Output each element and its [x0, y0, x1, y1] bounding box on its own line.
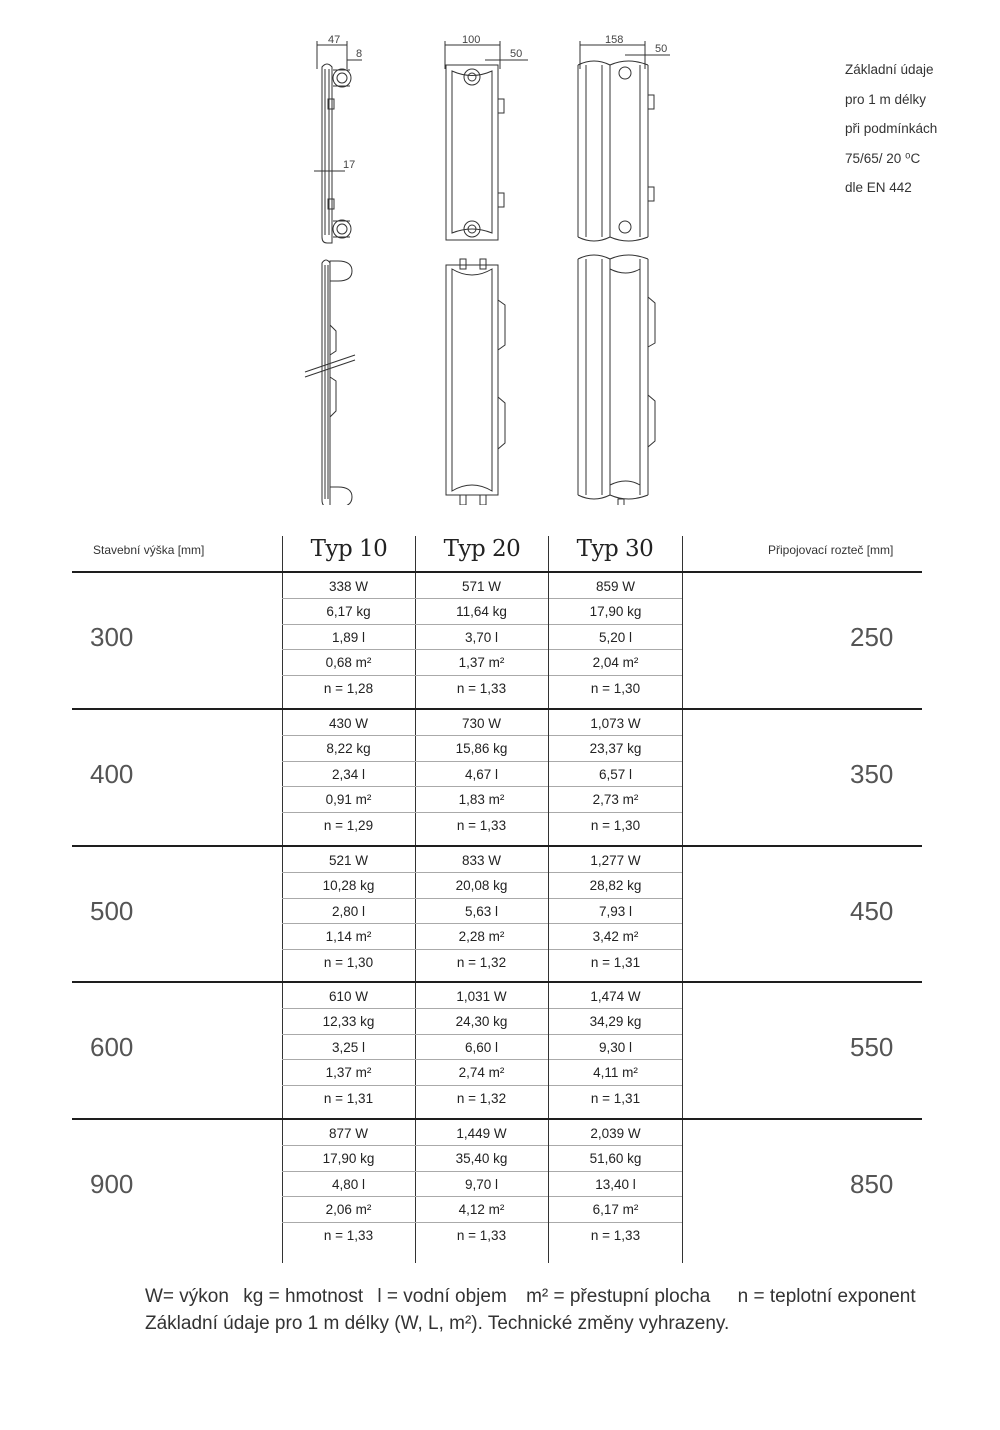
output-value: 430 W — [282, 711, 415, 736]
exponent-value: n = 1,29 — [323, 817, 374, 833]
weight-value: 12,33 kg — [282, 1009, 415, 1034]
table-row-group — [72, 574, 922, 710]
typ20-values — [415, 984, 548, 1111]
legend-w: W= výkon — [145, 1286, 229, 1307]
weight-value: 20,08 kg — [415, 873, 548, 898]
volume-value: 7,93 l — [549, 899, 682, 924]
note-line: dle EN 442 — [845, 180, 912, 195]
area-value: 2,74 m² — [415, 1060, 548, 1085]
weight-value: 28,82 kg — [549, 873, 682, 898]
weight-value: 10,28 kg — [282, 873, 415, 898]
legend-n: n = teplotní exponent — [737, 1286, 916, 1307]
typ30-values — [549, 574, 682, 701]
area-value: 4,11 m² — [549, 1060, 682, 1085]
area-value: 2,73 m² — [549, 787, 682, 812]
legend-line-2: Základní údaje pro 1 m délky (W, L, m²). Technické změny vyhrazeny. — [145, 1313, 730, 1334]
exponent-value: n = 1,33 — [590, 1227, 641, 1243]
note-line: 75/65/ 20 ⁰C — [845, 150, 921, 166]
legend-m2: m² = přestupní plocha — [526, 1286, 711, 1307]
typ20-values — [415, 711, 548, 838]
typ20-values — [415, 1121, 548, 1248]
basic-data-note — [845, 55, 937, 203]
volume-value: 9,70 l — [415, 1172, 548, 1197]
volume-value: 2,34 l — [282, 762, 415, 787]
typ20-side-view — [446, 259, 505, 505]
legend-l: l = vodní objem — [377, 1286, 507, 1307]
area-value: 1,37 m² — [415, 650, 548, 675]
typ30-values — [549, 711, 682, 838]
area-value: 4,12 m² — [415, 1197, 548, 1222]
output-value: 338 W — [282, 574, 415, 599]
output-value: 1,073 W — [549, 711, 682, 736]
typ10-values — [282, 711, 415, 838]
table-row-group — [72, 848, 922, 984]
dim-17: 17 — [343, 159, 356, 171]
typ30-values — [549, 1121, 682, 1248]
exponent-value: n = 1,31 — [323, 1090, 374, 1106]
exponent-value: n = 1,32 — [456, 1090, 507, 1106]
note-line: pro 1 m délky — [845, 91, 927, 107]
area-value: 2,28 m² — [415, 924, 548, 949]
output-value: 610 W — [282, 984, 415, 1009]
output-value: 1,449 W — [415, 1121, 548, 1146]
typ10-top-view — [314, 34, 362, 243]
weight-value: 17,90 kg — [549, 599, 682, 624]
typ30-side-view — [578, 255, 655, 505]
area-value: 0,68 m² — [282, 650, 415, 675]
table-row-group — [72, 1121, 922, 1257]
weight-value: 51,60 kg — [549, 1146, 682, 1171]
exponent-value: n = 1,30 — [323, 954, 374, 970]
typ10-values — [282, 984, 415, 1111]
dim-8: 8 — [356, 48, 363, 60]
typ10-side-view — [305, 260, 355, 505]
table-row-group — [72, 711, 922, 847]
building-height: 400 — [90, 759, 134, 789]
dim-50a: 50 — [510, 48, 523, 60]
output-value: 1,474 W — [549, 984, 682, 1009]
weight-value: 17,90 kg — [282, 1146, 415, 1171]
table-row-group — [72, 984, 922, 1120]
typ20-values — [415, 574, 548, 701]
connection-spacing: 850 — [850, 1169, 894, 1199]
output-value: 2,039 W — [549, 1121, 682, 1146]
type-header-10: Typ 10 — [310, 536, 388, 562]
volume-value: 4,67 l — [415, 762, 548, 787]
building-height: 300 — [90, 622, 134, 652]
volume-value: 2,80 l — [282, 899, 415, 924]
note-line: při podmínkách — [845, 121, 938, 136]
note-line: Základní údaje — [845, 62, 934, 77]
building-height: 600 — [90, 1032, 134, 1062]
legend-line-1 — [145, 1286, 916, 1308]
exponent-value: n = 1,33 — [456, 1227, 507, 1243]
area-value: 1,37 m² — [282, 1060, 415, 1085]
volume-value: 6,57 l — [549, 762, 682, 787]
area-value: 2,04 m² — [549, 650, 682, 675]
volume-value: 5,20 l — [549, 625, 682, 650]
typ30-values — [549, 848, 682, 975]
volume-value: 3,70 l — [415, 625, 548, 650]
weight-value: 6,17 kg — [282, 599, 415, 624]
radiator-drawings — [300, 25, 680, 505]
dim-158: 158 — [605, 34, 624, 46]
exponent-value: n = 1,32 — [456, 954, 507, 970]
exponent-value: n = 1,33 — [456, 680, 507, 696]
typ10-values — [282, 1121, 415, 1248]
weight-value: 35,40 kg — [415, 1146, 548, 1171]
output-value: 833 W — [415, 848, 548, 873]
exponent-value: n = 1,33 — [456, 817, 507, 833]
exponent-value: n = 1,31 — [590, 1090, 641, 1106]
weight-value: 8,22 kg — [282, 736, 415, 761]
typ30-values — [549, 984, 682, 1111]
output-value: 521 W — [282, 848, 415, 873]
legend-kg: kg = hmotnost — [243, 1286, 364, 1307]
typ20-top-view — [445, 34, 528, 240]
weight-value: 11,64 kg — [415, 599, 548, 624]
connection-spacing: 450 — [850, 896, 894, 926]
area-value: 6,17 m² — [549, 1197, 682, 1222]
volume-value: 5,63 l — [415, 899, 548, 924]
dim-50b: 50 — [655, 43, 668, 55]
output-value: 1,031 W — [415, 984, 548, 1009]
output-value: 859 W — [549, 574, 682, 599]
exponent-value: n = 1,28 — [323, 680, 374, 696]
spacing-column-header: Připojovací rozteč [mm] — [768, 543, 894, 557]
output-value: 877 W — [282, 1121, 415, 1146]
connection-spacing: 550 — [850, 1032, 894, 1062]
building-height: 500 — [90, 896, 134, 926]
connection-spacing: 350 — [850, 759, 894, 789]
building-height: 900 — [90, 1169, 134, 1199]
exponent-value: n = 1,30 — [590, 817, 641, 833]
weight-value: 24,30 kg — [415, 1009, 548, 1034]
type-header-20: Typ 20 — [443, 536, 521, 562]
exponent-value: n = 1,33 — [323, 1227, 374, 1243]
dim-100: 100 — [462, 34, 481, 46]
typ30-top-view — [578, 34, 670, 241]
row-divider — [72, 571, 922, 573]
volume-value: 9,30 l — [549, 1035, 682, 1060]
volume-value: 3,25 l — [282, 1035, 415, 1060]
type-header-30: Typ 30 — [576, 536, 654, 562]
exponent-value: n = 1,31 — [590, 954, 641, 970]
area-value: 1,14 m² — [282, 924, 415, 949]
weight-value: 34,29 kg — [549, 1009, 682, 1034]
connection-spacing: 250 — [850, 622, 894, 652]
output-value: 1,277 W — [549, 848, 682, 873]
weight-value: 23,37 kg — [549, 736, 682, 761]
volume-value: 1,89 l — [282, 625, 415, 650]
typ10-values — [282, 574, 415, 701]
output-value: 571 W — [415, 574, 548, 599]
area-value: 0,91 m² — [282, 787, 415, 812]
volume-value: 4,80 l — [282, 1172, 415, 1197]
area-value: 1,83 m² — [415, 787, 548, 812]
area-value: 2,06 m² — [282, 1197, 415, 1222]
output-value: 730 W — [415, 711, 548, 736]
height-column-header: Stavební výška [mm] — [93, 543, 205, 557]
dim-47: 47 — [328, 34, 341, 46]
volume-value: 6,60 l — [415, 1035, 548, 1060]
exponent-value: n = 1,30 — [590, 680, 641, 696]
typ20-values — [415, 848, 548, 975]
area-value: 3,42 m² — [549, 924, 682, 949]
volume-value: 13,40 l — [549, 1172, 682, 1197]
weight-value: 15,86 kg — [415, 736, 548, 761]
typ10-values — [282, 848, 415, 975]
